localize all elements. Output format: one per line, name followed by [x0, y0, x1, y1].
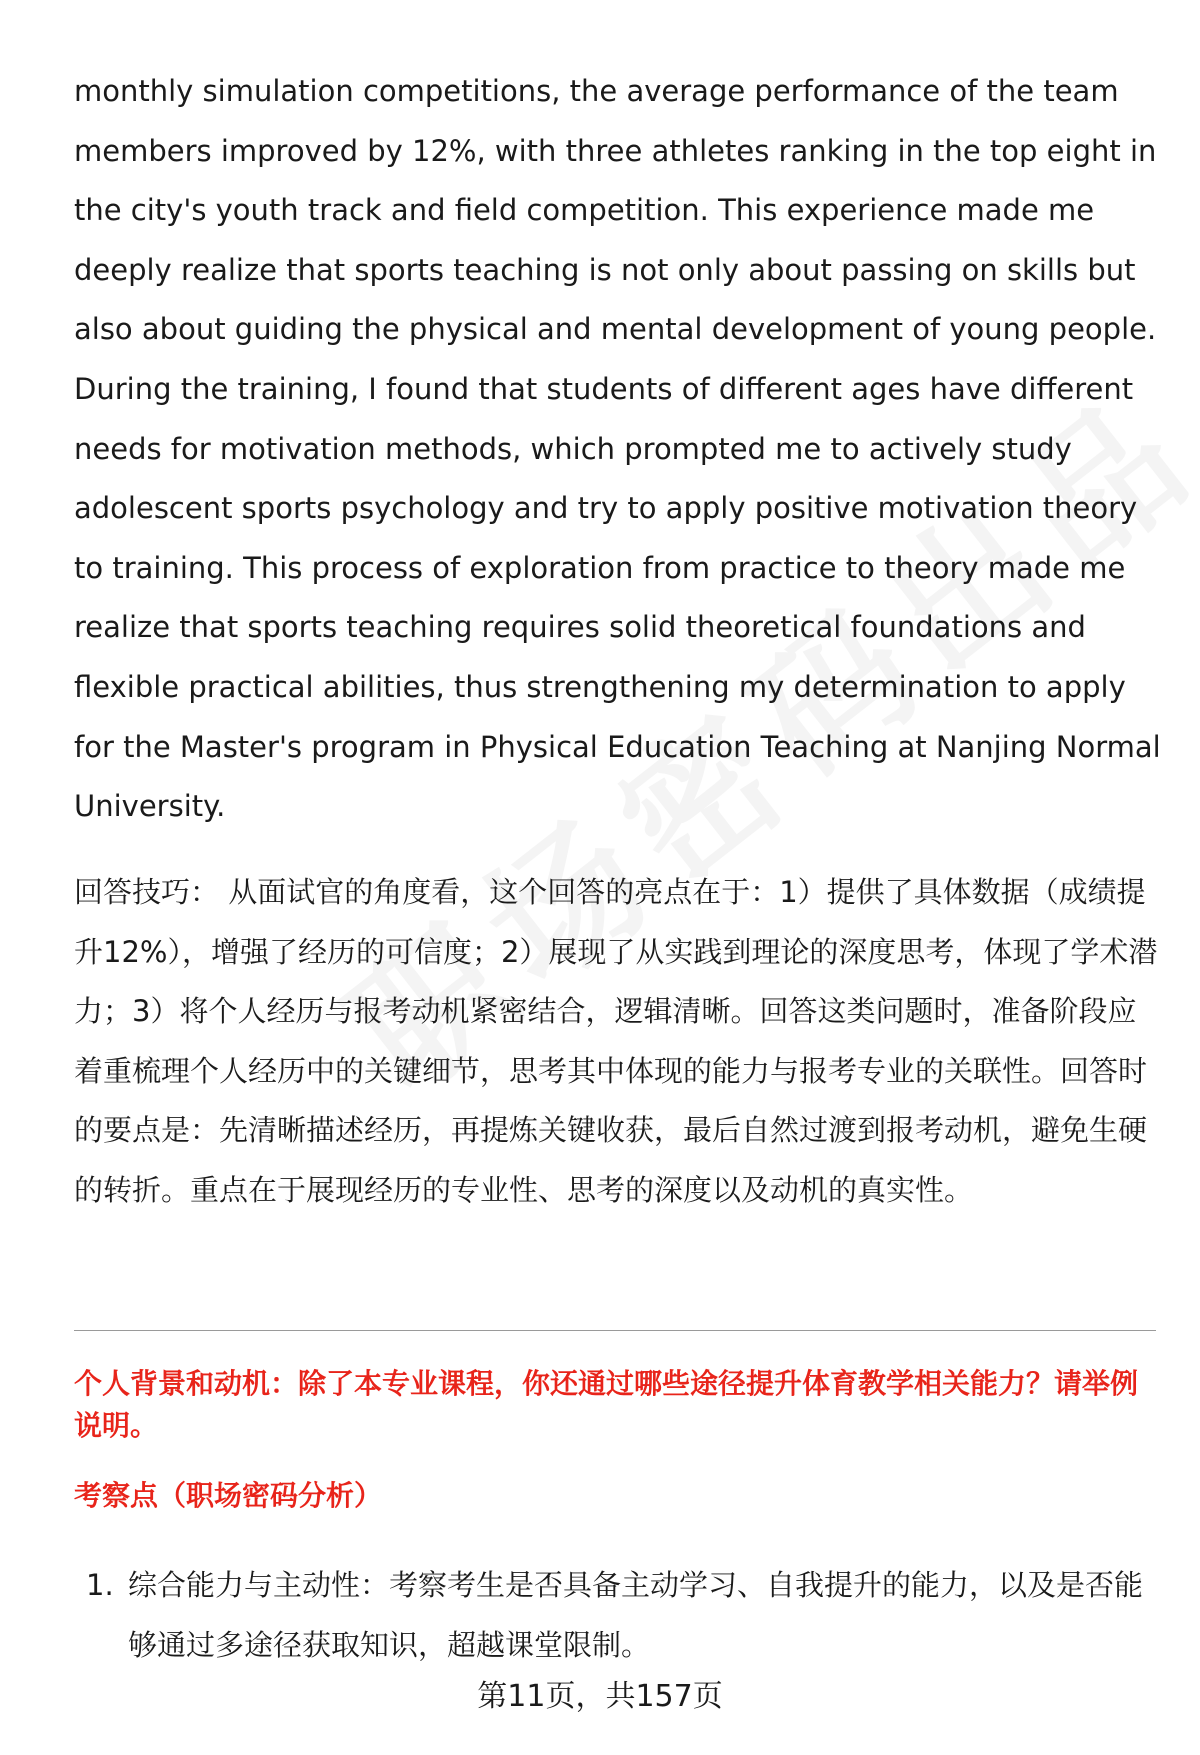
list-item-number: 1.	[86, 1568, 114, 1602]
list-item-text: 综合能力与主动性：考察考生是否具备主动学习、自我提升的能力，以及是否能够通过多途径获取知识，超越课堂限制。	[128, 1568, 1144, 1662]
page-number-footer: 第11页，共157页	[477, 1679, 723, 1714]
list-item	[74, 1556, 1164, 1675]
english-answer-paragraph: monthly simulation competitions, the average performance of the team members improved by 12%, with three athletes ranking in the top eight in the city's youth track and field competition. This experience made me deeply realize that sports teaching is not only about passing on skills but also about guiding the physical and mental development of young people. During the training, I found that students of different ages have different needs for motivation methods, which prompted me to actively study adolescent sports psychology and try to apply positive motivation theory to training. This process of exploration from practice to theory made me realize that sports teaching requires solid theoretical foundations and flexible practical abilities, thus strengthening my determination to apply for the Master's program in Physical Education Teaching at Nanjing Normal University.	[74, 74, 1161, 824]
assessment-points-list	[74, 1556, 1164, 1675]
assessment-points-title: 考察点（职场密码分析）	[74, 1479, 383, 1512]
question-heading: 个人背景和动机：除了本专业课程，你还通过哪些途径提升体育教学相关能力？请举例说明。	[74, 1367, 1139, 1442]
answer-tips-paragraph: 回答技巧： 从面试官的角度看，这个回答的亮点在于：1）提供了具体数据（成绩提升12%），增强了经历的可信度；2）展现了从实践到理论的深度思考，体现了学术潜力；3）将个人经历与报考动机紧密结合，逻辑清晰。回答这类问题时，准备阶段应着重梳理个人经历中的关键细节，思考其中体现的能力与报考专业的关联性。回答时的要点是：先清晰描述经历，再提炼关键收获，最后自然过渡到报考动机，避免生硬的转折。重点在于展现经历的专业性、思考的深度以及动机的真实性。	[74, 875, 1158, 1207]
section-divider	[74, 1330, 1156, 1331]
